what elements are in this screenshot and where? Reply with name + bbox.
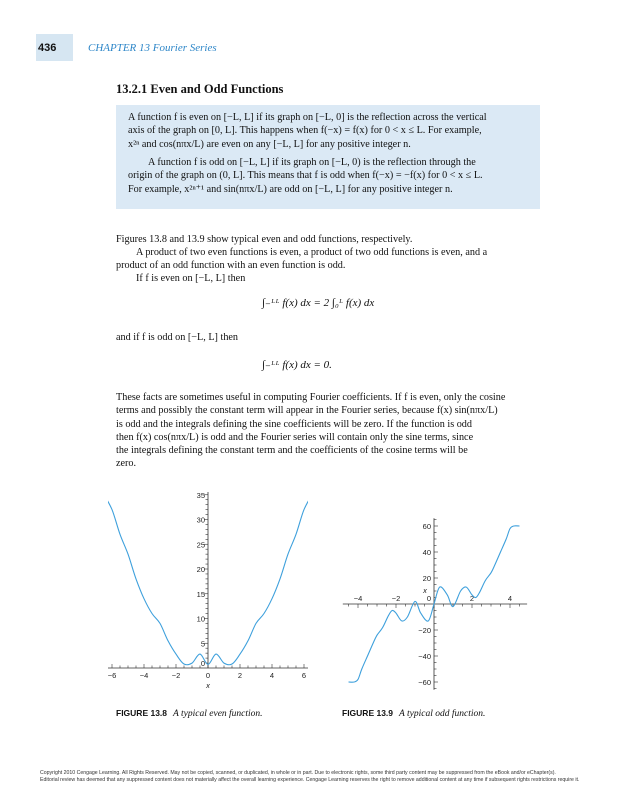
y-tick-label: 40 [422, 548, 431, 557]
y-tick-label: −20 [418, 626, 431, 635]
body-paragraph-2 [116, 246, 540, 273]
p2-line-2: product of an odd function with an even function is odd. [116, 260, 346, 272]
body-paragraph-1: Figures 13.8 and 13.9 show typical even and odd functions, respectively. [116, 234, 413, 245]
odd-line-3: For example, x²ⁿ⁺¹ and sin(nπx/L) are odd on [−L, L] for any positive integer n. [128, 183, 453, 195]
x-axis-label: x [423, 586, 427, 595]
x-tick-label: −6 [108, 671, 117, 680]
p5-line-4: then f(x) cos(nπx/L) is odd and the Fourier series will contain only the sine terms, since [116, 431, 474, 443]
x-tick-label: 4 [507, 594, 513, 603]
figure-13-8-text: A typical even function. [173, 709, 263, 719]
x-tick-label: −2 [391, 594, 401, 603]
y-tick-label: 10 [196, 614, 205, 624]
p5-line-5: the integrals defining the constant term and the coefficients of the cosine terms will be [116, 445, 468, 457]
x-tick-label: 6 [301, 671, 307, 680]
equation-even: ∫₋ᴸᴸ f(x) dx = 2 ∫₀ᴸ f(x) dx [262, 297, 375, 309]
y-tick-label: −40 [418, 652, 431, 661]
figure-13-8-caption [116, 708, 263, 719]
p5-line-6: zero. [116, 458, 137, 470]
body-paragraph-5 [116, 391, 540, 471]
body-paragraph-4: and if f is odd on [−L, L] then [116, 332, 239, 343]
odd-function-chart [338, 512, 530, 700]
even-function-chart [108, 492, 308, 700]
y-tick-label: 20 [196, 565, 205, 574]
definition-box [116, 105, 540, 209]
figure-13-9-text: A typical odd function. [399, 709, 486, 719]
x-tick-label: −4 [353, 594, 363, 603]
figure-13-9-label: FIGURE 13.9 [342, 708, 394, 718]
chapter-header: CHAPTER 13 Fourier Series [88, 42, 217, 54]
x-tick-label: 0 [205, 671, 211, 680]
y-tick-label: 15 [196, 589, 205, 599]
y-tick-label: 25 [196, 540, 205, 550]
even-definition [128, 111, 530, 151]
y-tick-label: 35 [196, 492, 205, 500]
x-axis-label: x [206, 681, 210, 690]
x-tick-label: 2 [237, 671, 243, 680]
copyright-line-2: Editorial review has deemed that any suppressed content does not materially affect the overall learning experience. Cengage Learning reserves the right to remove additional content at any time if subsequent rights restrictions require it. [40, 777, 580, 783]
figure-13-8-label: FIGURE 13.8 [116, 708, 168, 718]
p5-line-2: terms and possibly the constant term will appear in the Fourier series, because f(x) sin(nπx/L) [116, 405, 498, 417]
odd-line-2: origin of the graph on (0, L]. This means that f is odd when f(−x) = −f(x) for 0 < x ≤ L. [128, 170, 483, 182]
x-tick-label: 4 [269, 671, 275, 680]
odd-definition [128, 156, 530, 196]
figure-13-9-caption [342, 708, 485, 719]
section-title: 13.2.1 Even and Odd Functions [116, 82, 284, 96]
p2-line-1: A product of two even functions is even, a product of two odd functions is even, and a [136, 247, 488, 258]
x-tick-label: 2 [469, 594, 475, 603]
y-tick-label: −60 [418, 678, 431, 687]
page-number: 436 [38, 42, 57, 54]
y-tick-label: 60 [422, 522, 431, 531]
y-tick-label: 20 [422, 574, 431, 583]
even-line-2: axis of the graph on [0, L]. This happens when f(−x) = f(x) for 0 < x ≤ L. For example, [128, 125, 482, 137]
y-tick-label: 5 [200, 639, 205, 649]
copyright-line-1: Copyright 2010 Cengage Learning. All Rights Reserved. May not be copied, scanned, or duplicated, in whole or in part. Due to electronic rights, some third party content may be suppressed from the eBook and/or eChapter(s). [40, 770, 556, 776]
y-tick-label-zero: 0 [200, 659, 205, 668]
even-line-1: A function f is even on [−L, L] if its graph on [−L, 0] is the reflection across the vertical [128, 112, 487, 123]
even-line-3: x²ⁿ and cos(nπx/L) are even on any [−L, L] for any positive integer n. [128, 138, 411, 150]
x-tick-label: 0 [426, 594, 432, 603]
x-tick-label: −4 [139, 671, 149, 680]
p5-line-1: These facts are sometimes useful in computing Fourier coefficients. If f is even, only the cosine [116, 392, 506, 403]
x-tick-label: −2 [171, 671, 181, 680]
equation-odd: ∫₋ᴸᴸ f(x) dx = 0. [262, 359, 332, 371]
odd-line-1: A function f is odd on [−L, L] if its graph on [−L, 0) is the reflection through the [148, 157, 476, 168]
p5-line-3: is odd and the integrals defining the sine coefficients will be zero. If the function is odd [116, 418, 472, 430]
body-paragraph-3: If f is even on [−L, L] then [136, 273, 246, 284]
y-tick-label: 30 [196, 515, 205, 525]
